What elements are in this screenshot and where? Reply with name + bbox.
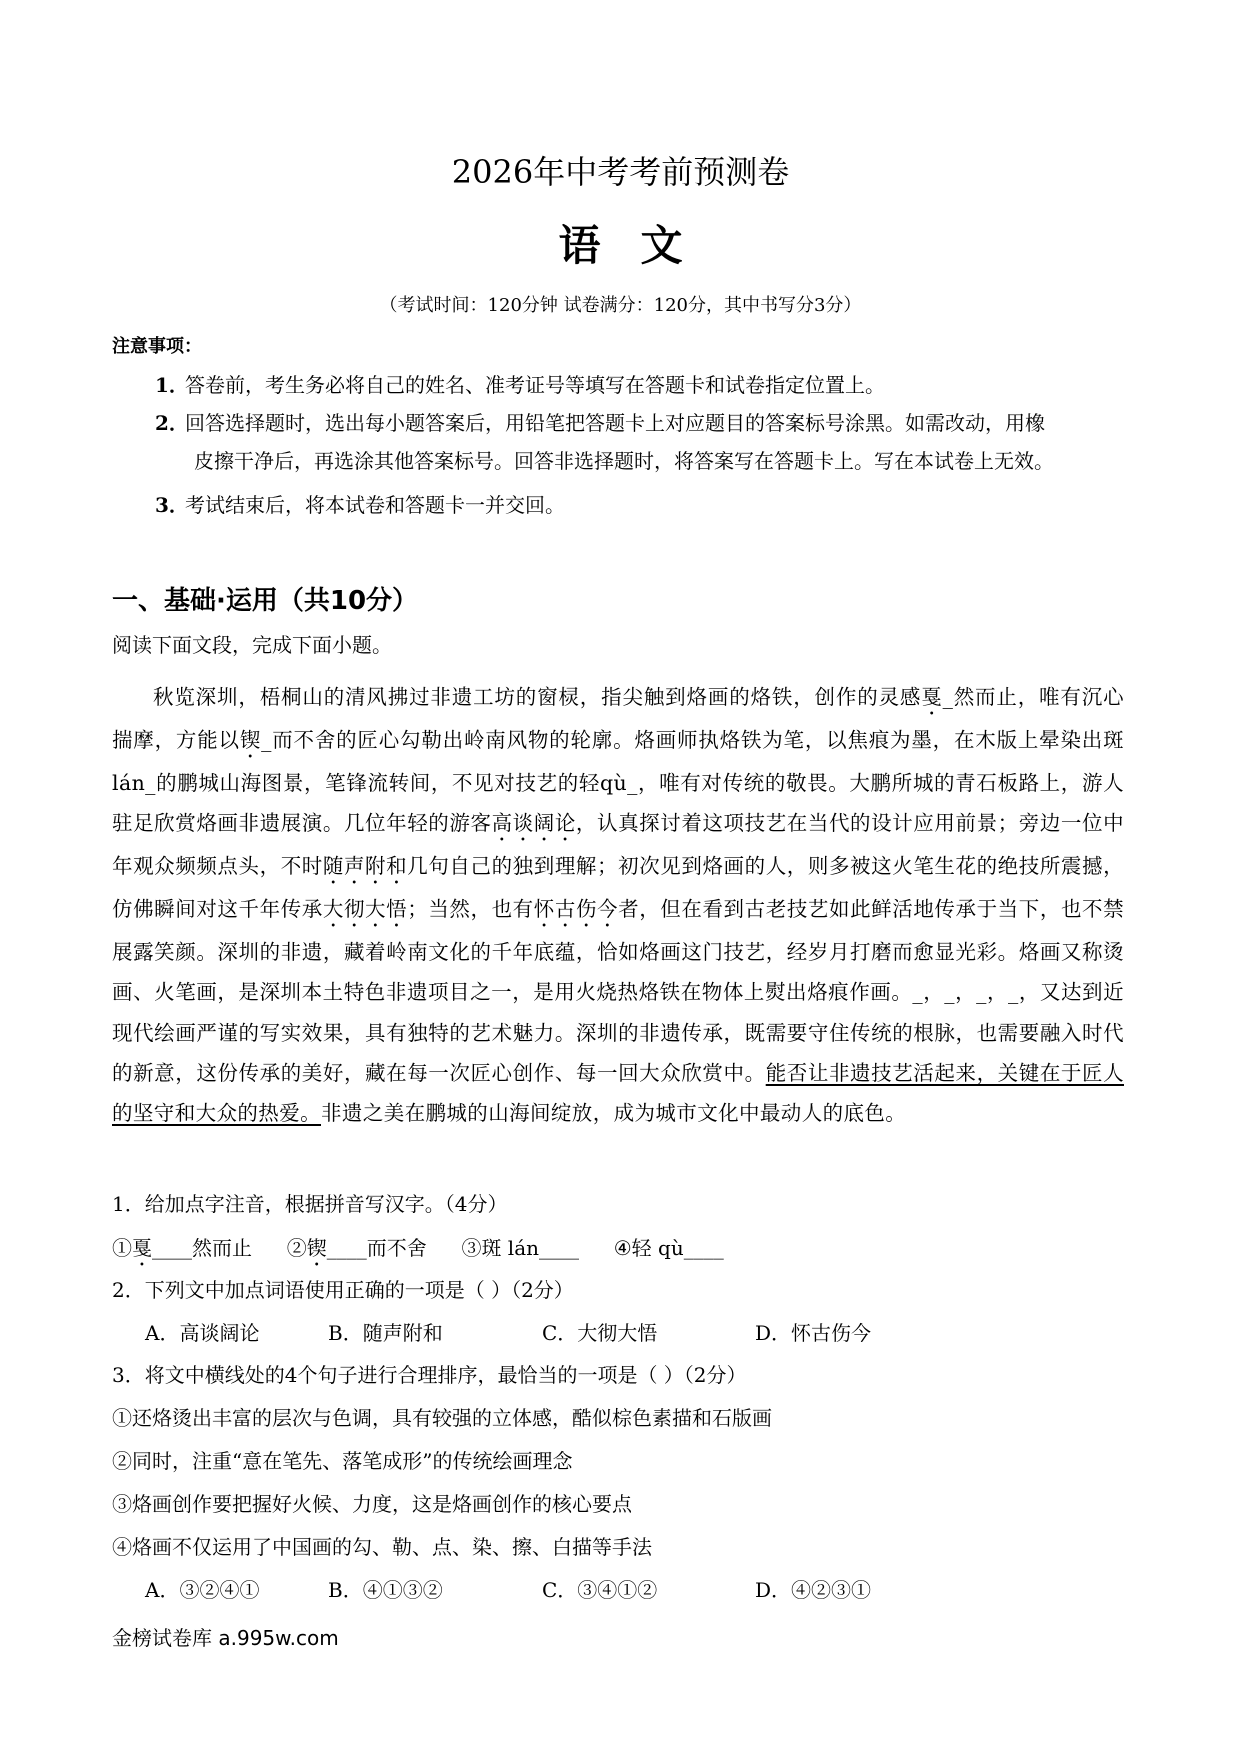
q3-sentence-1: ①还烙烫出丰富的层次与色调，具有较强的立体感，酷似棕色素描和石版画 [112, 1406, 772, 1430]
passage-text: _而不舍的匠心勾勒出岭南风物的轮廓。烙画师执烙铁为笔，以焦痕为墨，在木版上晕染出斑lán_的鹏城山海图景，笔锋流转间，不见对技艺的轻qù_，唯有对传统的敬畏。大鹏所城的青石板路上，游人驻足欣赏烙画非遗展演。几位年轻的游客 [112, 728, 1125, 836]
notice-item-number: 3． [155, 493, 189, 517]
footer-watermark: 金榜试卷库 a.995w.com [112, 1626, 339, 1650]
q2-option-b: B．随声附和 [328, 1321, 443, 1345]
q2-option-a: A．高谈阔论 [145, 1321, 260, 1345]
section-heading: 一、基础·运用（共10分） [112, 586, 419, 616]
dotted-char: 锲 [239, 728, 262, 752]
notice-item-number: 1． [155, 373, 189, 397]
subject-title: 语文 [558, 221, 723, 270]
q3-option-b: B．④①③② [328, 1578, 443, 1602]
q3-option-d: D．④②③① [755, 1578, 872, 1602]
notice-item-text: 回答选择题时，选出每小题答案后，用铅笔把答题卡上对应题目的答案标号涂黑。如需改动，用橡 [185, 411, 1045, 435]
exam-info: （考试时间：120分钟 试卷满分：120分，其中书写分3分） [379, 295, 862, 316]
question-1-stem: 1．给加点字注音，根据拼音写汉字。（4分） [112, 1192, 508, 1216]
q3-sentence-4: ④烙画不仅运用了中国画的勾、勒、点、染、擦、白描等手法 [112, 1535, 652, 1559]
question-1-items [112, 1233, 724, 1271]
dotted-word: 大彻大悟 [322, 897, 408, 922]
item-mark: ② [286, 1236, 307, 1260]
passage-text: _然而止，唯有沉心揣摩，方能以 [112, 685, 1124, 752]
q1-item-4 [614, 1236, 724, 1260]
item-text: 轻 qù____ [631, 1236, 724, 1260]
dotted-word: 高谈阔论 [491, 811, 576, 836]
notice-item-1 [155, 370, 1135, 400]
reading-passage [112, 677, 1124, 1133]
question-3-stem: 3．将文中横线处的4个句子进行合理排序，最恰当的一项是（ ）（2分） [112, 1363, 747, 1387]
passage-paragraph [112, 677, 1124, 1133]
notice-item-3 [155, 490, 1135, 520]
dotted-char: 戛 [921, 685, 943, 709]
dotted-char: 锲 [306, 1236, 327, 1260]
passage-text: 非遗之美在鹏城的山海间绽放，成为城市文化中最动人的底色。 [321, 1101, 907, 1126]
notice-item-2-continued [155, 446, 1135, 476]
q1-item-1 [112, 1236, 252, 1260]
item-mark: ③ [461, 1236, 482, 1260]
q3-sentence-2: ②同时，注重“意在笔先、落笔成形”的传统绘画理念 [112, 1449, 573, 1473]
q2-option-c: C．大彻大悟 [542, 1321, 658, 1345]
passage-text: ；当然，也有 [407, 897, 534, 922]
section-intro: 阅读下面文段，完成下面小题。 [112, 633, 392, 657]
question-2-stem: 2．下列文中加点词语使用正确的一项是（ ）（2分） [112, 1278, 574, 1302]
q2-option-d: D．怀古伤今 [755, 1321, 872, 1345]
dotted-word: 随声附和 [322, 854, 408, 879]
passage-text: 秋览深圳，梧桐山的清风拂过非遗工坊的窗棂，指尖触到烙画的烙铁，创作的灵感 [153, 685, 922, 709]
exam-title: 2026年中考考前预测卷 [451, 153, 790, 191]
q1-item-3 [461, 1236, 579, 1260]
q3-option-c: C．③④①② [542, 1578, 658, 1602]
dotted-char: 戛 [132, 1236, 152, 1260]
underlined-sentence: 能否让非遗技艺活起来，关键在于匠人的坚守和大众的热爱。 [112, 1060, 1124, 1126]
item-text: ____然而止 [152, 1236, 252, 1260]
passage-text: 几句自己的独到理解；初次见到烙画的人，则多被这火笔生花的绝技所震撼，仿佛瞬间对这千年传承 [112, 854, 1124, 922]
notice-item-text: 考试结束后，将本试卷和答题卡一并交回。 [185, 493, 565, 517]
notice-item-2 [155, 408, 1135, 438]
notice-item-text: 答卷前，考生务必将自己的姓名、准考证号等填写在答题卡和试卷指定位置上。 [185, 373, 885, 397]
item-text: ____而不舍 [326, 1236, 427, 1260]
notice-item-number: 2． [155, 411, 189, 435]
q3-sentence-3: ③烙画创作要把握好火候、力度，这是烙画创作的核心要点 [112, 1492, 632, 1516]
dotted-word: 怀古伤今 [533, 897, 619, 922]
passage-text: 者，但在看到古老技艺如此鲜活地传承于当下，也不禁展露笑颜。深圳的非遗，藏着岭南文化的千年底蕴，恰如烙画这门技艺，经岁月打磨而愈显光彩。烙画又称烫画、火笔画，是深圳本土特色非遗项目之一，是用火烧热烙铁在物体上熨出烙痕作画。_，_，_，_，又达到近现代绘画严谨的写实效果，具有独特的艺术魅力。深圳的非遗传承，既需要守住传统的根脉，也需要融入时代的新意，这份传承的美好，藏在每一次匠心创作、每一回大众欣赏中。 [112, 897, 1125, 1085]
q3-option-a: A．③②④① [145, 1578, 260, 1602]
notice-heading: 注意事项： [112, 336, 202, 357]
item-mark: ④ [613, 1236, 632, 1260]
q1-item-2 [287, 1236, 427, 1260]
item-mark: ① [112, 1236, 132, 1260]
item-text: 斑 lán____ [481, 1236, 579, 1260]
notice-item-text-continued: 皮擦干净后，再选涂其他答案标号。回答非选择题时，将答案写在答题卡上。写在本试卷上无效。 [194, 449, 1054, 473]
passage-text: ，认真探讨着这项技艺在当代的设计应用前景；旁边一位中年观众频频点头，不时 [112, 811, 1124, 879]
